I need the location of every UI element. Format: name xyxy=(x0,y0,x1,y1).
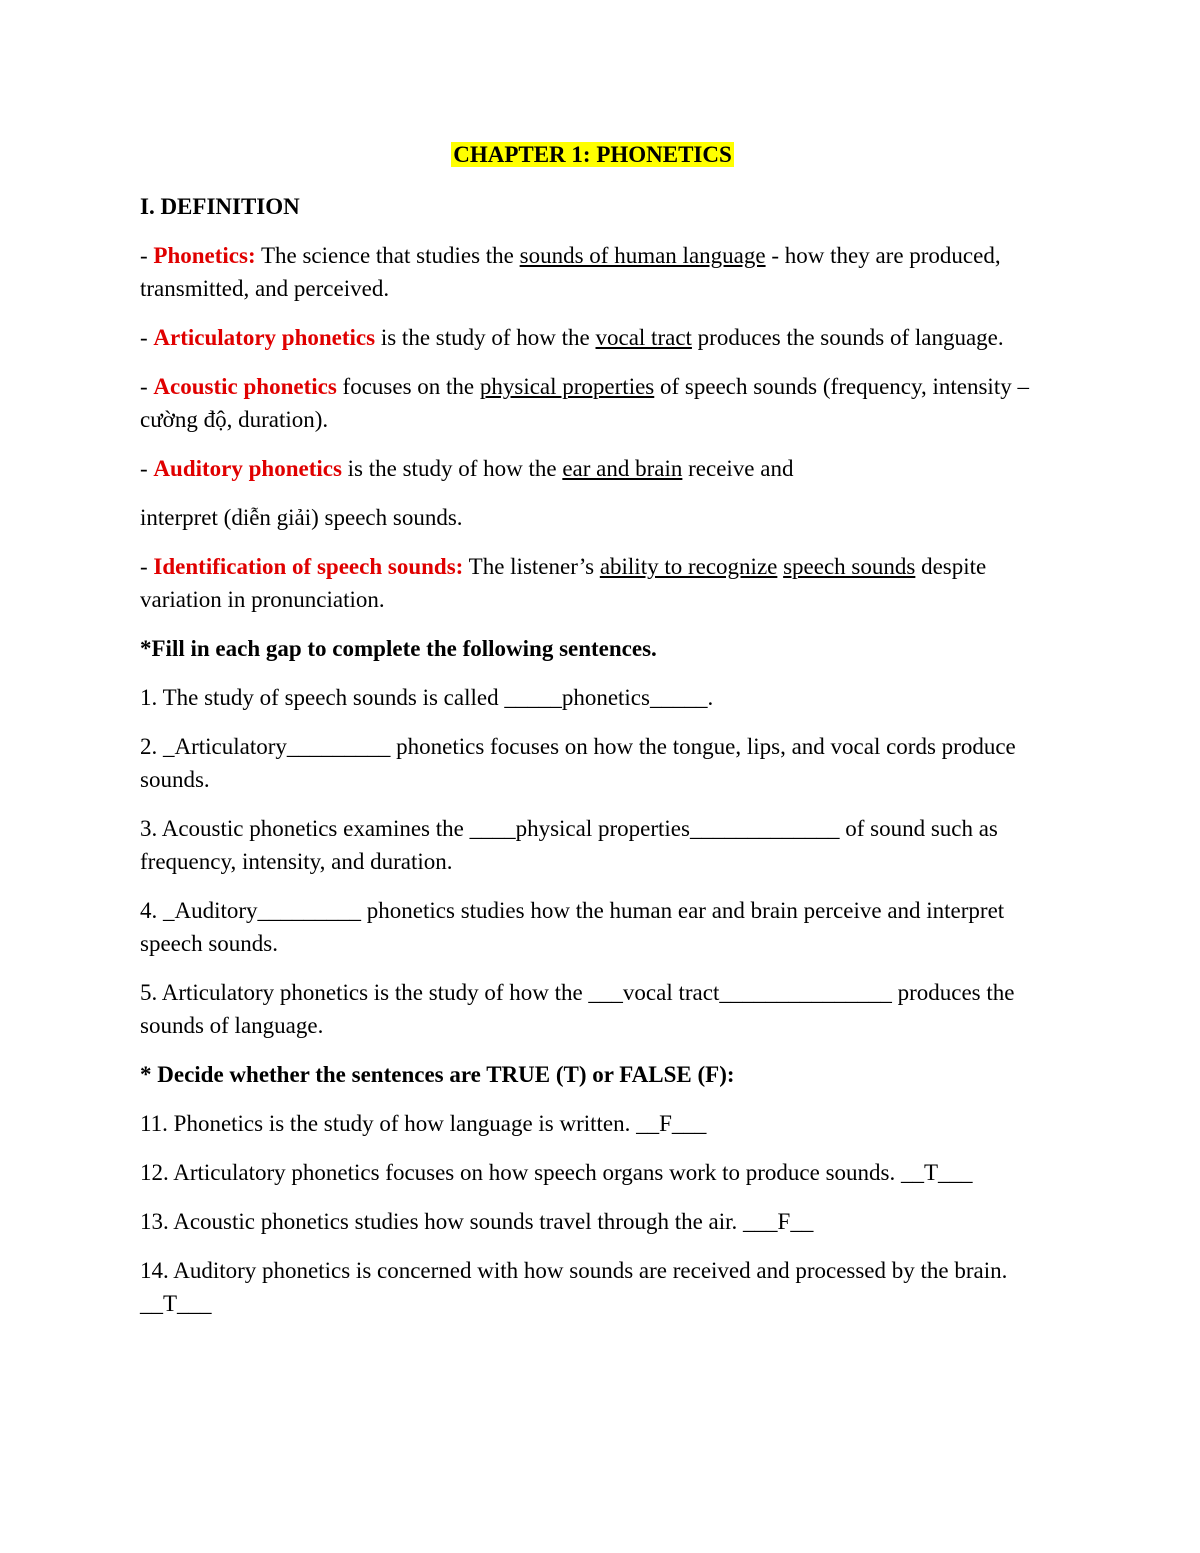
underlined-phrase: physical properties xyxy=(479,374,655,399)
bullet-dash: - xyxy=(140,456,154,481)
bullet-dash: - xyxy=(140,374,154,399)
section-heading: I. DEFINITION xyxy=(140,194,300,219)
underlined-phrase: ear and brain xyxy=(562,456,683,481)
fill-item: 3. Acoustic phonetics examines the ____physical properties_____________ of sound such as frequency, intensity, and duration. xyxy=(140,816,998,874)
document-content xyxy=(140,138,1045,1336)
definition-phonetics xyxy=(140,239,1045,305)
underlined-phrase: ability to recognize xyxy=(599,554,778,579)
bullet-dash: - xyxy=(140,554,154,579)
definition-auditory-continued: interpret (diễn giải) speech sounds. xyxy=(140,505,463,530)
definition-articulatory xyxy=(140,321,1045,354)
fill-item: 1. The study of speech sounds is called _____phonetics_____. xyxy=(140,685,714,710)
definition-text: The listener’s xyxy=(463,554,600,579)
definition-auditory xyxy=(140,452,1045,485)
definition-text: is the study of how the xyxy=(375,325,596,350)
bullet-dash: - xyxy=(140,325,154,350)
underlined-phrase: vocal tract xyxy=(595,325,692,350)
term-auditory: Auditory phonetics xyxy=(153,456,342,481)
definition-text: despite variation in pronunciation. xyxy=(140,554,987,612)
bullet-dash: - xyxy=(140,243,154,268)
definition-text: produces the sounds of language. xyxy=(691,325,1004,350)
true-false-item: 11. Phonetics is the study of how language is written. __F___ xyxy=(140,1111,707,1136)
title-block xyxy=(140,138,1045,171)
true-false-item: 12. Articulatory phonetics focuses on how speech organs work to produce sounds. __T___ xyxy=(140,1160,973,1185)
fill-item: 5. Articulatory phonetics is the study of how the ___vocal tract_______________ produces the sounds of language. xyxy=(140,980,1015,1038)
term-phonetics: Phonetics: xyxy=(153,243,256,268)
definition-identification xyxy=(140,550,1045,616)
fill-in-heading: *Fill in each gap to complete the following sentences. xyxy=(140,636,657,661)
definition-text: receive and xyxy=(682,456,794,481)
term-identification: Identification of speech sounds: xyxy=(153,554,464,579)
fill-item: 4. _Auditory_________ phonetics studies how the human ear and brain perceive and interpret speech sounds. xyxy=(140,898,1005,956)
definition-text: of speech sounds (frequency, intensity – cường độ, duration). xyxy=(140,374,1029,432)
term-acoustic: Acoustic phonetics xyxy=(153,374,337,399)
definition-text: The science that studies the xyxy=(255,243,520,268)
fill-item: 2. _Articulatory_________ phonetics focuses on how the tongue, lips, and vocal cords produce sounds. xyxy=(140,734,1016,792)
definition-text: focuses on the xyxy=(336,374,480,399)
definition-text: is the study of how the xyxy=(341,456,563,481)
underlined-phrase: speech sounds xyxy=(783,554,916,579)
term-articulatory: Articulatory phonetics xyxy=(153,325,376,350)
definition-text: - how they are produced, transmitted, and perceived. xyxy=(140,243,1001,301)
true-false-heading: * Decide whether the sentences are TRUE (T) or FALSE (F): xyxy=(140,1062,735,1087)
definition-acoustic xyxy=(140,370,1045,436)
underlined-phrase: sounds of human language xyxy=(519,243,766,268)
true-false-item: 14. Auditory phonetics is concerned with how sounds are received and processed by the brain. __T___ xyxy=(140,1258,1008,1316)
chapter-title: CHAPTER 1: PHONETICS xyxy=(453,142,732,167)
true-false-item: 13. Acoustic phonetics studies how sounds travel through the air. ___F__ xyxy=(140,1209,814,1234)
